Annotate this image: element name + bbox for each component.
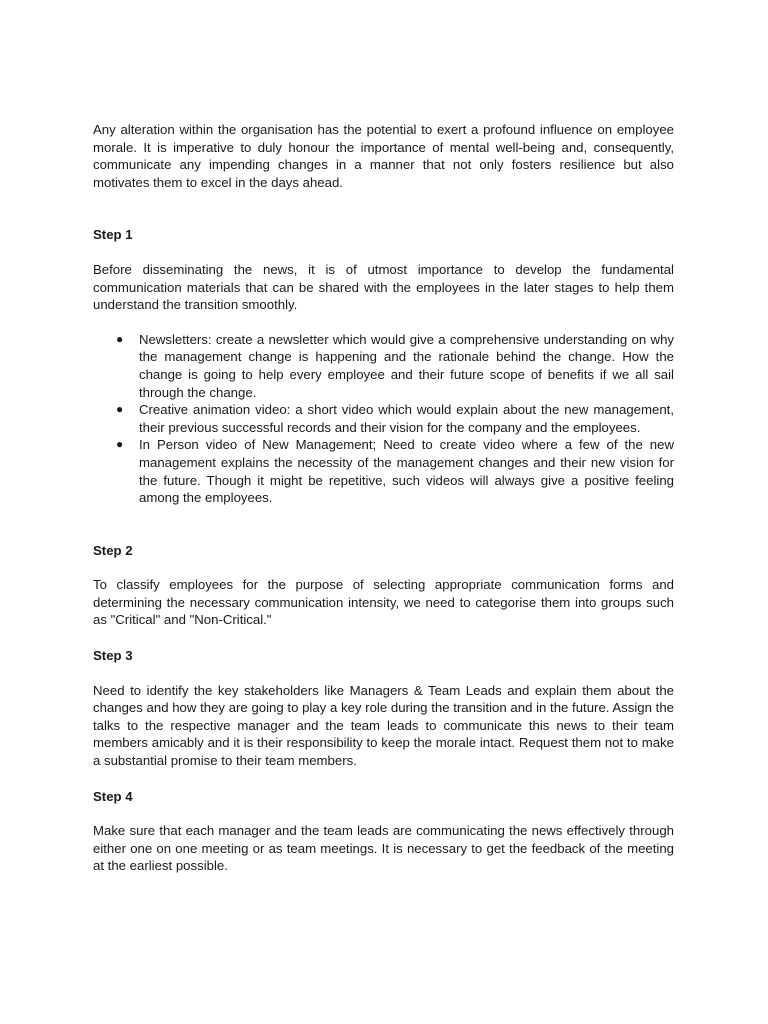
step-3-section <box>93 647 674 770</box>
bullet-icon: ● <box>116 402 124 417</box>
list-item <box>116 436 674 506</box>
step-3-body: Need to identify the key stakeholders like Managers & Team Leads and explain them about the changes and how they are going to play a key role during the transition and in the future. Assign the talks to the respective manager and the team leads to communicate this news to their team members amicably and it is their responsibility to keep the morale intact. Request them not to make a substantial promise to their team members. <box>93 682 674 769</box>
bullet-icon: ● <box>116 437 124 452</box>
list-item <box>116 331 674 401</box>
bullet-icon: ● <box>116 331 124 346</box>
intro-paragraph: Any alteration within the organisation has the potential to exert a profound influence on employee morale. It is imperative to duly honour the importance of mental well-being and, consequently, communicate any impending changes in a manner that not only fosters resilience but also motivates them to excel in the days ahead. <box>93 122 674 190</box>
step-4-section <box>93 788 674 875</box>
list-item-text: In Person video of New Management; Need to create video where a few of the new management explains the necessity of the management changes and their new vision for the future. Though it might be repetitive, such videos will always give a positive feeling among the employees. <box>139 437 674 506</box>
step-2-heading: Step 2 <box>93 542 133 558</box>
step-1-body: Before disseminating the news, it is of utmost importance to develop the fundamental communication materials that can be shared with the employees in the later stages to help them understand the transition smoothly. <box>93 261 674 313</box>
step-1-section <box>93 226 674 506</box>
step-4-heading: Step 4 <box>93 788 133 804</box>
step-1-heading: Step 1 <box>93 227 133 243</box>
step-1-bullet-list <box>93 331 674 507</box>
list-item-text: Creative animation video: a short video which would explain about the new management, their previous successful records and their vision for the company and the employees. <box>139 402 674 435</box>
step-3-heading: Step 3 <box>93 648 133 664</box>
step-2-body: To classify employees for the purpose of selecting appropriate communication forms and determining the necessary communication intensity, we need to categorise them into groups such as "Critical" and "Non-Critical." <box>93 577 674 628</box>
step-2-section <box>93 542 674 629</box>
step-4-body: Make sure that each manager and the team leads are communicating the news effectively through either one on one meeting or as team meetings. It is necessary to get the feedback of the meeting at the earliest possible. <box>93 823 674 874</box>
list-item <box>116 401 674 436</box>
list-item-text: Newsletters: create a newsletter which would give a comprehensive understanding on why the management change is happening and the rationale behind the change. How the change is going to help every employee and their future scope of benefits if we all sail through the change. <box>139 331 674 400</box>
